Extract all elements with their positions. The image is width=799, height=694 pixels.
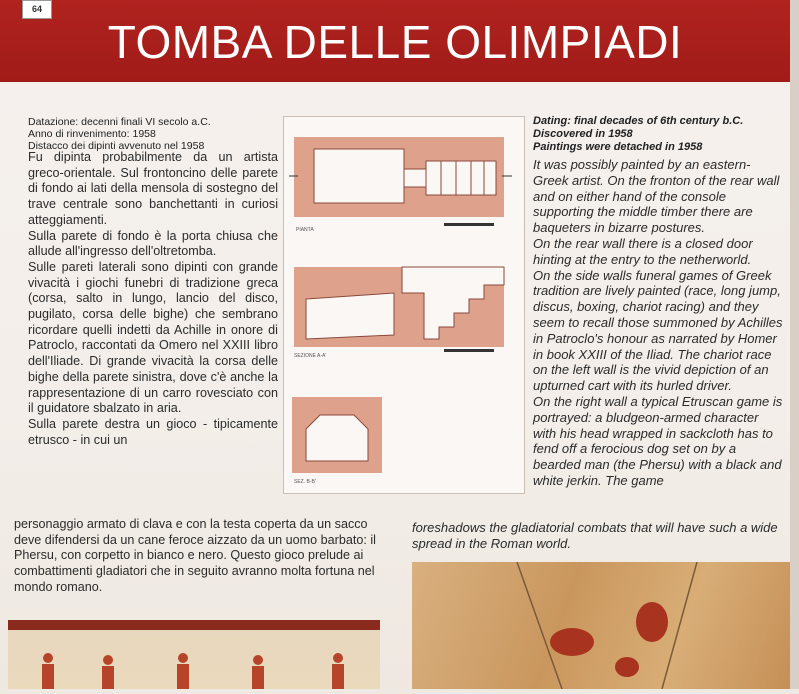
page-title: TOMBA DELLE OLIMPIADI: [107, 16, 683, 68]
runner-head: [43, 653, 53, 663]
english-paragraph: On the right wall a typical Etruscan game is portrayed: a bludgeon-armed character with his head wrapped in sackcloth has to fend off a ferocious dog set on by a bearded man (the Phersu) with a black and white jerkin. The game: [533, 393, 783, 488]
fresco-painted-figure: [615, 657, 639, 677]
italian-text: [28, 150, 278, 448]
italian-paragraph: Sulla parete di fondo è la porta chiusa che allude all'ingresso dell'oltretomba.: [28, 228, 278, 259]
wall-edge: [790, 0, 799, 689]
panel-number-tag: 64: [22, 0, 52, 19]
runner-head: [333, 653, 343, 663]
italian-meta-discovery: Anno di rinvenimento: 1958: [28, 128, 156, 140]
section-b-label: SEZ. B-B': [294, 479, 316, 485]
italian-text-continued: [14, 517, 394, 596]
fresco-painted-figure: [550, 628, 594, 656]
runner-body: [332, 664, 344, 689]
english-meta: [533, 115, 743, 154]
section-a-chamber: [306, 293, 394, 339]
italian-meta-dating: Datazione: decenni finali VI secolo a.C.: [28, 116, 211, 128]
runner-figures: [42, 653, 344, 689]
italian-paragraph-continued: personaggio armato di clava e con la testa coperta da un sacco deve difendersi da un cane feroce aizzato da un uomo barbato: il Phersu, con corpetto in bianco e nero. Questo gioco prelude ai combattimenti gladiatori che in seguito avranno molta fortuna nel mondo romano.: [14, 517, 376, 594]
tomb-plan-drawing: [283, 116, 525, 494]
scale-bar: [444, 349, 494, 352]
fresco-crack: [517, 562, 562, 689]
italian-paragraph: Sulle pareti laterali sono dipinti con grande vivacità i giochi funebri di tradizione greca (corsa, salto in lungo, lancio del disco, pugilato, corsa delle bighe) che sembrano ricordare quelli indetti da Achille in onore di Patroclo, raccontati da Omero nel XXIII libro dell'Iliade. Di grande vivacità la corsa delle bighe della parete sinistra, dove c'è anche la rappresentazione di un carro rovesciato con il guidatore sbalzato in aria.: [28, 259, 278, 416]
plan-label: PIANTA: [296, 227, 314, 233]
english-meta-dating: Dating: final decades of 6th century b.C.: [533, 115, 744, 127]
plan-chamber: [314, 149, 404, 203]
runner-head: [103, 655, 113, 665]
runner-body: [42, 664, 54, 689]
runner-head: [253, 655, 263, 665]
fresco-wall-svg: [412, 562, 790, 689]
english-paragraph: It was possibly painted by an eastern-Greek artist. On the fronton of the rear wall and on either hand of the console supporting the middle timber there are baqueters in bizarre postures.: [533, 157, 780, 236]
runner-body: [102, 666, 114, 689]
runner-body: [177, 664, 189, 689]
fresco-photo-wall: [412, 562, 790, 689]
fresco-painted-figure: [636, 602, 668, 642]
english-paragraph: On the rear wall there is a closed door hinting at the entry to the netherworld.: [533, 235, 753, 267]
english-meta-discovery: Discovered in 1958: [533, 128, 633, 140]
title-banner: [0, 0, 790, 82]
fresco-photo-runners: [8, 620, 380, 689]
runner-head: [178, 653, 188, 663]
plan-dromos: [426, 161, 496, 195]
english-paragraph: On the side walls funeral games of Greek tradition are lively painted (race, long jump, discus, boxing, chariot racing) and they seem to recall those summoned by Achilles in Patroclo's honour as narrated by Homer in book XXIII of the Iliad. The chariot race on the left wall is the vivid depiction of an upturned cart with its hurled driver.: [533, 267, 783, 394]
italian-paragraph: Fu dipinta probabilmente da un artista greco-orientale. Sul frontoncino delle parete di fondo ai lati della mensola di sostegno del trave centrale sono banchettanti in curiosi atteggiamenti.: [28, 150, 278, 227]
italian-paragraph: Sulla parete destra un gioco - tipicamente etrusco - in cui un: [28, 416, 278, 447]
section-a-label: SEZIONE A-A': [294, 353, 327, 359]
english-text-continued: foreshadows the gladiatorial combats that will have such a wide spread in the Roman world.: [412, 520, 778, 551]
section-b-chamber: [306, 415, 368, 461]
runner-body: [252, 666, 264, 689]
fresco-runners-svg: [8, 620, 380, 689]
plan-door: [404, 169, 426, 187]
english-meta-detached: Paintings were detached in 1958: [533, 141, 703, 153]
italian-meta-detached: Distacco dei dipinti avvenuto nel 1958: [28, 140, 205, 152]
english-text: [533, 157, 785, 489]
italian-meta: [28, 116, 211, 152]
tomb-plan-svg: [284, 117, 524, 493]
scale-bar: [444, 223, 494, 226]
